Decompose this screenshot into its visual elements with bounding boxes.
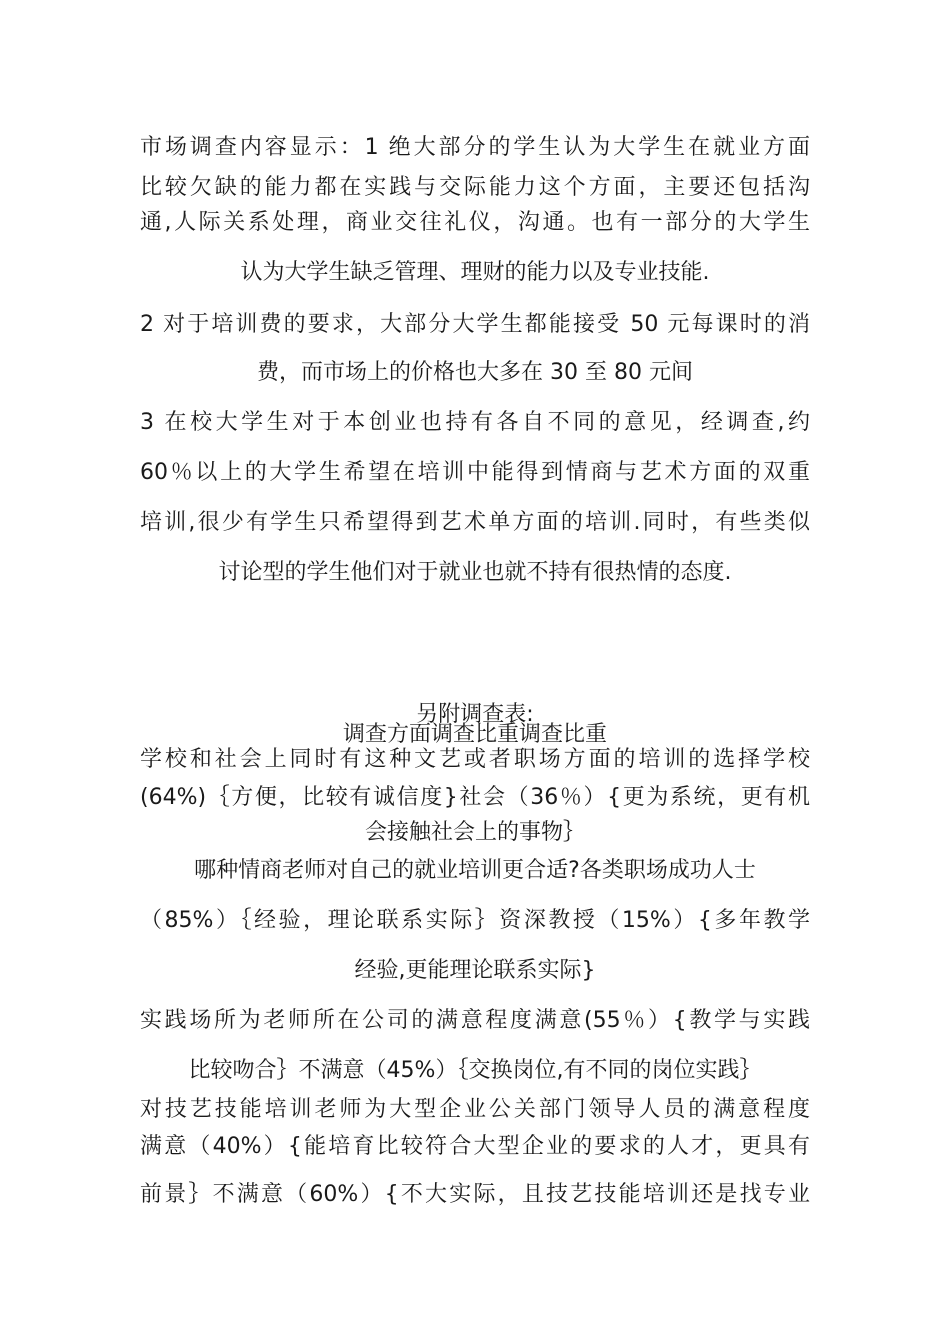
appendix-item3-line1: 实践场所为老师所在公司的满意程度满意(55％）{教学与实践 — [140, 1008, 810, 1033]
appendix-title: 另附调查表: — [416, 702, 534, 727]
appendix-item1-line2: (64%)｛方便，比较有诚信度}社会（36％）{更为系统，更有机 — [140, 785, 810, 810]
summary-point2-line1: 2 对于培训费的要求，大部分大学生都能接受 50 元每课时的消 — [140, 312, 810, 337]
summary-point1-line3: 通,人际关系处理，商业交往礼仪，沟通。也有一部分的大学生 — [140, 210, 810, 235]
summary-point1-line1: 市场调查内容显示：1 绝大部分的学生认为大学生在就业方面 — [140, 135, 810, 160]
appendix-item4-line1: 对技艺技能培训老师为大型企业公关部门领导人员的满意程度 — [140, 1097, 810, 1122]
appendix-item4-line3: 前景｝不满意（60%）{不大实际，且技艺技能培训还是找专业 — [140, 1182, 810, 1207]
appendix-item1-line3: 会接触社会上的事物｝ — [364, 820, 585, 845]
summary-point3-line3: 培训,很少有学生只希望得到艺术单方面的培训.同时，有些类似 — [140, 510, 810, 535]
summary-point3-line4: 讨论型的学生他们对于就业也就不持有很热情的态度. — [218, 560, 732, 585]
summary-point1-line2: 比较欠缺的能力都在实践与交际能力这个方面，主要还包括沟 — [140, 175, 810, 200]
appendix-item2-line2: （85%）｛经验，理论联系实际｝资深教授（15%）{多年教学 — [140, 908, 810, 933]
appendix-item4-line2: 满意（40%）{能培育比较符合大型企业的要求的人才，更具有 — [140, 1134, 810, 1159]
summary-point3-line1: 3 在校大学生对于本创业也持有各自不同的意见，经调查,约 — [140, 410, 810, 435]
appendix-item2-line3: 经验,更能理论联系实际} — [354, 958, 596, 983]
appendix-item2-line1: 哪种情商老师对自己的就业培训更合适?各类职场成功人士 — [194, 858, 756, 883]
summary-point3-line2: 60％以上的大学生希望在培训中能得到情商与艺术方面的双重 — [140, 460, 810, 485]
appendix-item1-line1: 学校和社会上同时有这种文艺或者职场方面的培训的选择学校 — [140, 747, 810, 772]
appendix-item3-line2: 比较吻合｝不满意（45%）｛交换岗位,有不同的岗位实践｝ — [188, 1058, 762, 1083]
summary-point2-line2: 费，而市场上的价格也大多在 30 至 80 元间 — [257, 360, 693, 385]
appendix-table-header: 调查方面调查比重调查比重 — [342, 722, 607, 747]
summary-point1-line4: 认为大学生缺乏管理、理财的能力以及专业技能. — [240, 260, 710, 285]
